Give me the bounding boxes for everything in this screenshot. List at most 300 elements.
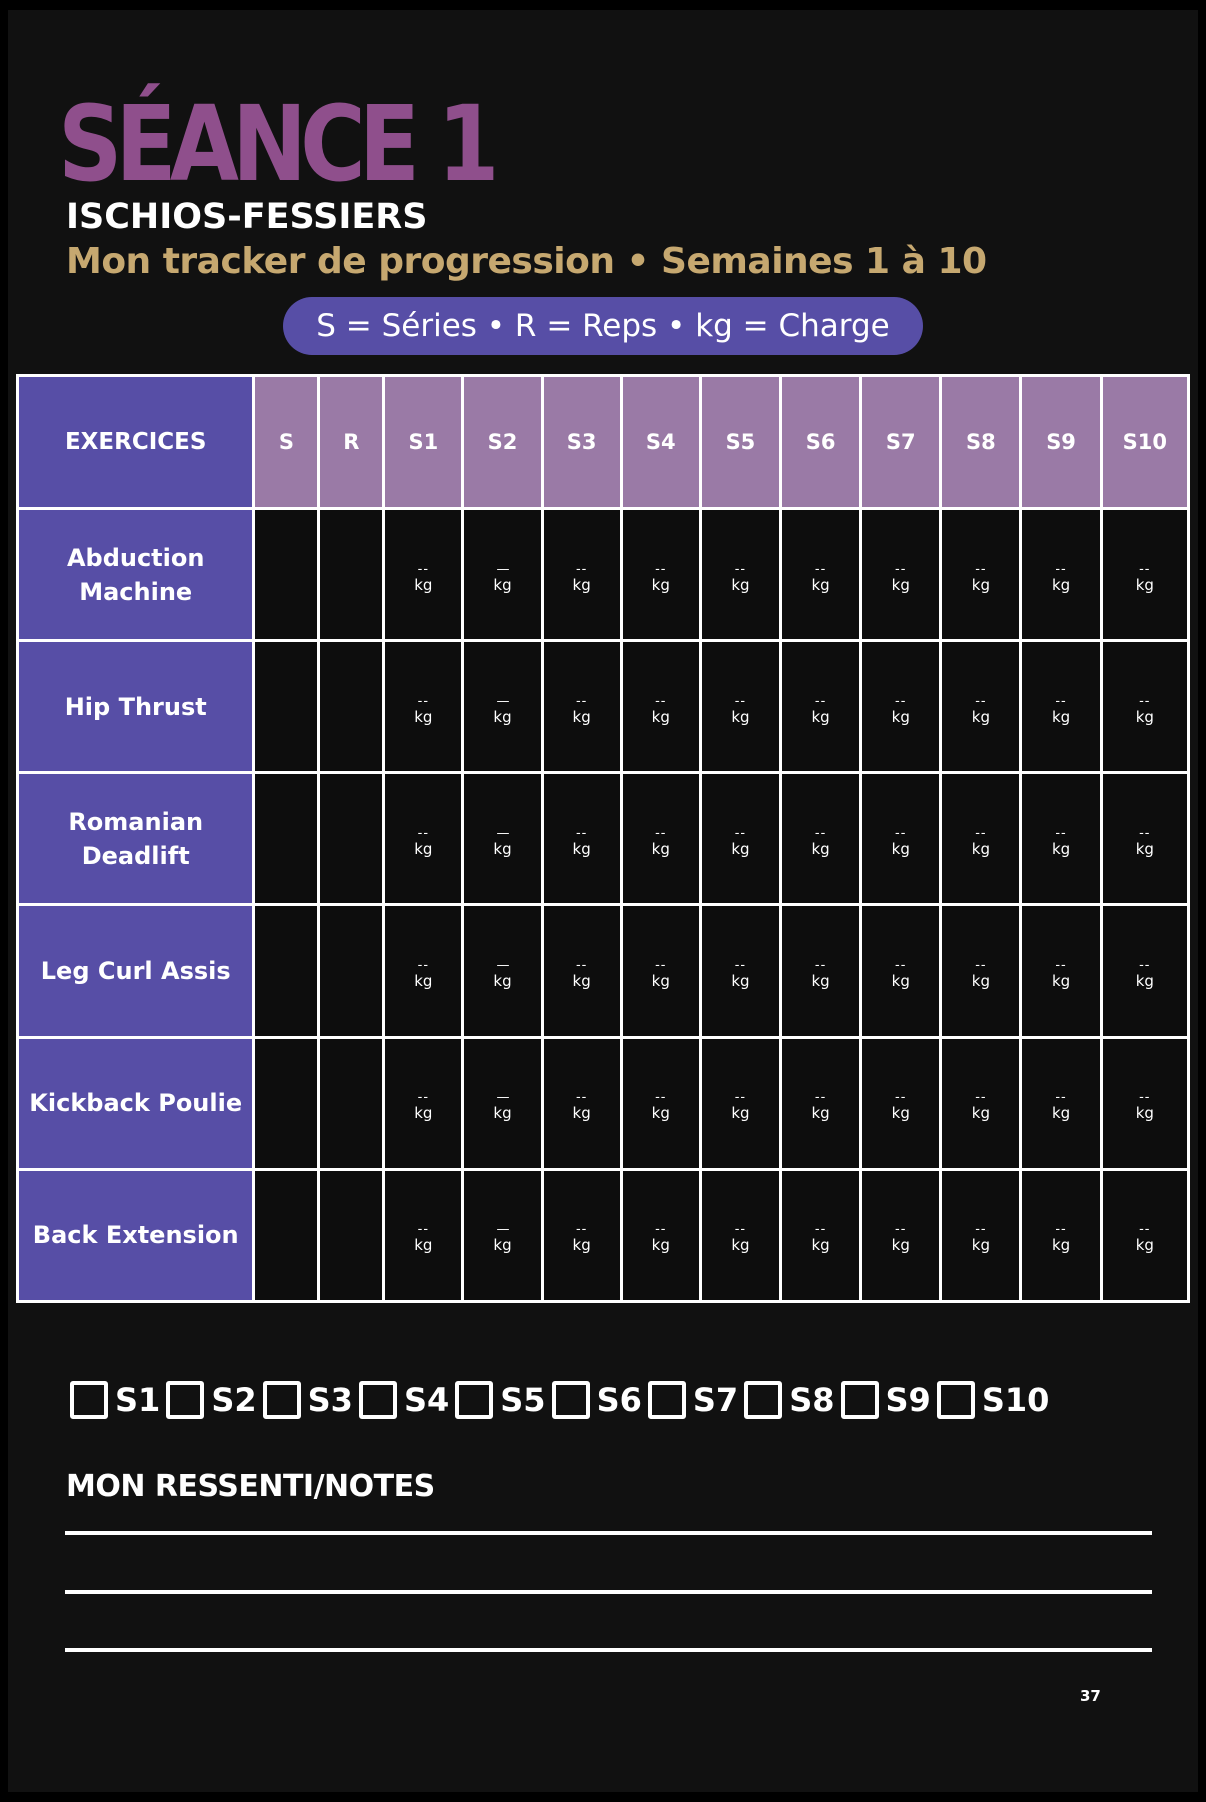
blank-line: -- [1055, 825, 1067, 841]
blank-line: — [496, 693, 509, 709]
load-cell-s6[interactable] [781, 905, 861, 1037]
series-cell[interactable] [254, 905, 319, 1037]
column-header-s6: S6 [781, 376, 861, 509]
kg-unit: kg [1135, 1104, 1154, 1123]
load-cell-s10[interactable] [1101, 509, 1188, 641]
kg-unit: kg [731, 1104, 750, 1123]
kg-unit: kg [811, 972, 830, 991]
kg-unit: kg [891, 1104, 910, 1123]
reps-cell[interactable] [319, 641, 384, 773]
kg-field [1052, 689, 1070, 725]
column-header-s10: S10 [1101, 376, 1188, 509]
kg-field [972, 1085, 990, 1121]
load-cell-s2[interactable] [463, 905, 542, 1037]
reps-cell[interactable] [319, 1037, 384, 1169]
blank-line: -- [1055, 1222, 1067, 1238]
blank-line: -- [975, 561, 987, 577]
column-header-exercises: EXERCICES [18, 376, 254, 509]
load-cell-s1[interactable] [384, 773, 463, 905]
blank-line: -- [975, 825, 987, 841]
load-cell-s6[interactable] [781, 1169, 861, 1301]
kg-field [414, 1085, 432, 1121]
kg-field [811, 689, 829, 725]
week-check-s9[interactable] [841, 1381, 931, 1419]
kg-unit: kg [493, 1236, 512, 1255]
kg-unit: kg [414, 1104, 433, 1123]
load-cell-s5[interactable] [700, 1037, 780, 1169]
blank-line: — [496, 1090, 509, 1106]
kg-field [731, 821, 749, 857]
kg-unit: kg [971, 972, 991, 991]
kg-field [892, 1217, 910, 1253]
blank-line: -- [895, 958, 907, 974]
checkbox[interactable] [648, 1381, 686, 1419]
blank-line: -- [814, 1222, 827, 1238]
kg-unit: kg [1135, 972, 1154, 991]
load-cell-s6[interactable] [781, 773, 861, 905]
kg-unit: kg [493, 1104, 512, 1123]
blank-line: -- [975, 958, 987, 974]
load-cell-s2[interactable] [463, 1037, 542, 1169]
exercise-name: Abduction Machine [18, 509, 254, 641]
table-header-row [18, 376, 1189, 509]
exercise-name: Kickback Poulie [18, 1037, 254, 1169]
checkbox-label: S6 [596, 1381, 642, 1419]
load-cell-s7[interactable] [861, 1169, 941, 1301]
table-row [18, 1169, 1189, 1301]
blank-line: -- [655, 693, 667, 709]
kg-unit: kg [651, 1236, 670, 1255]
week-check-s3[interactable] [263, 1381, 353, 1419]
kg-field [414, 953, 432, 989]
blank-line: -- [575, 561, 588, 577]
kg-field [892, 821, 910, 857]
table-row [18, 641, 1189, 773]
week-check-s8[interactable] [744, 1381, 834, 1419]
kg-unit: kg [811, 575, 830, 594]
blank-line: -- [417, 561, 430, 577]
load-cell-s4[interactable] [621, 773, 700, 905]
load-cell-s1[interactable] [384, 905, 463, 1037]
kg-field [972, 821, 990, 857]
kg-unit: kg [414, 575, 433, 594]
kg-field [731, 1085, 749, 1121]
kg-field [493, 1085, 511, 1121]
load-cell-s9[interactable] [1021, 905, 1101, 1037]
blank-line: -- [655, 825, 667, 841]
blank-line: -- [975, 693, 987, 709]
blank-line: -- [1139, 825, 1151, 841]
load-cell-s2[interactable] [463, 1169, 542, 1301]
blank-line: -- [1139, 561, 1151, 577]
blank-line: -- [655, 1090, 667, 1106]
kg-unit: kg [731, 707, 750, 726]
kg-unit: kg [572, 575, 591, 594]
load-cell-s9[interactable] [1021, 773, 1101, 905]
blank-line: -- [655, 561, 667, 577]
week-check-s2[interactable] [166, 1381, 256, 1419]
checkbox[interactable] [263, 1381, 301, 1419]
kg-unit: kg [811, 707, 830, 726]
blank-line: -- [655, 958, 667, 974]
page-title: SÉANCE 1 [58, 83, 493, 205]
load-cell-s8[interactable] [941, 905, 1021, 1037]
kg-unit: kg [971, 1236, 991, 1255]
kg-unit: kg [1135, 575, 1154, 594]
kg-field [731, 557, 749, 593]
kg-field [731, 953, 749, 989]
series-cell[interactable] [254, 509, 319, 641]
kg-unit: kg [572, 839, 591, 858]
progress-table [16, 374, 1190, 1303]
load-cell-s3[interactable] [542, 641, 621, 773]
kg-unit: kg [651, 575, 670, 594]
kg-unit: kg [971, 839, 991, 858]
kg-field [892, 689, 910, 725]
blank-line: — [496, 825, 509, 841]
column-header-s: S [254, 376, 319, 509]
kg-field [573, 953, 591, 989]
column-header-s7: S7 [861, 376, 941, 509]
load-cell-s3[interactable] [542, 509, 621, 641]
load-cell-s7[interactable] [861, 509, 941, 641]
load-cell-s6[interactable] [781, 641, 861, 773]
kg-unit: kg [572, 972, 591, 991]
kg-unit: kg [651, 839, 670, 858]
blank-line: -- [895, 693, 907, 709]
kg-unit: kg [1051, 839, 1071, 858]
tracker-page [8, 10, 1198, 1792]
column-header-s1: S1 [384, 376, 463, 509]
blank-line: -- [575, 958, 588, 974]
load-cell-s10[interactable] [1101, 1169, 1188, 1301]
series-cell[interactable] [254, 1169, 319, 1301]
checkbox-label: S7 [692, 1381, 739, 1419]
week-check-s10[interactable] [937, 1381, 1050, 1419]
kg-unit: kg [414, 707, 433, 726]
kg-unit: kg [1051, 1236, 1071, 1255]
checkbox[interactable] [455, 1381, 493, 1419]
kg-unit: kg [811, 1236, 830, 1255]
blank-line: -- [1055, 561, 1067, 577]
blank-line: -- [895, 1222, 907, 1238]
blank-line: -- [1139, 1090, 1151, 1106]
kg-unit: kg [731, 575, 750, 594]
page-tagline: Mon tracker de progression • Semaines 1 à 10 [66, 241, 987, 282]
blank-line: -- [575, 693, 588, 709]
load-cell-s2[interactable] [463, 509, 542, 641]
kg-field [414, 689, 432, 725]
load-cell-s5[interactable] [700, 641, 780, 773]
blank-line: -- [814, 561, 827, 577]
load-cell-s3[interactable] [542, 1169, 621, 1301]
page-number: 37 [1080, 1687, 1101, 1705]
exercise-name: Hip Thrust [18, 641, 254, 773]
kg-field [493, 953, 511, 989]
load-cell-s9[interactable] [1021, 509, 1101, 641]
note-line[interactable] [65, 1531, 1152, 1535]
series-cell[interactable] [254, 773, 319, 905]
week-check-s4[interactable] [359, 1381, 449, 1419]
kg-unit: kg [1135, 839, 1154, 858]
load-cell-s7[interactable] [861, 1037, 941, 1169]
blank-line: -- [895, 561, 907, 577]
kg-unit: kg [1051, 575, 1071, 594]
blank-line: -- [734, 1222, 747, 1238]
reps-cell[interactable] [319, 509, 384, 641]
week-check-s1[interactable] [70, 1381, 160, 1419]
blank-line: -- [1055, 693, 1067, 709]
load-cell-s4[interactable] [621, 905, 700, 1037]
kg-field [972, 953, 990, 989]
load-cell-s2[interactable] [463, 773, 542, 905]
checkbox-label: S9 [885, 1381, 931, 1419]
load-cell-s4[interactable] [621, 641, 700, 773]
table-row [18, 773, 1189, 905]
kg-field [652, 1085, 670, 1121]
kg-unit: kg [891, 839, 910, 858]
blank-line: -- [655, 1222, 667, 1238]
week-check-s5[interactable] [455, 1381, 545, 1419]
kg-unit: kg [414, 839, 433, 858]
blank-line: — [496, 561, 509, 577]
kg-unit: kg [651, 1104, 670, 1123]
checkbox[interactable] [552, 1381, 590, 1419]
kg-field [652, 953, 670, 989]
kg-unit: kg [1051, 972, 1071, 991]
kg-field [811, 1217, 829, 1253]
blank-line: -- [734, 1090, 747, 1106]
kg-unit: kg [572, 1236, 591, 1255]
kg-field [892, 953, 910, 989]
kg-unit: kg [731, 972, 750, 991]
blank-line: -- [895, 825, 907, 841]
kg-field [493, 689, 511, 725]
table-body [18, 509, 1189, 1302]
note-line[interactable] [65, 1590, 1152, 1594]
blank-line: — [496, 1222, 509, 1238]
checkbox-label: S8 [789, 1381, 835, 1419]
kg-field [493, 821, 511, 857]
kg-field [573, 557, 591, 593]
column-header-s9: S9 [1021, 376, 1101, 509]
kg-field [573, 1217, 591, 1253]
blank-line: -- [417, 693, 430, 709]
load-cell-s8[interactable] [941, 1169, 1021, 1301]
load-cell-s8[interactable] [941, 1037, 1021, 1169]
reps-cell[interactable] [319, 773, 384, 905]
load-cell-s9[interactable] [1021, 641, 1101, 773]
kg-field [652, 557, 670, 593]
kg-unit: kg [971, 707, 991, 726]
load-cell-s7[interactable] [861, 905, 941, 1037]
kg-field [731, 1217, 749, 1253]
load-cell-s8[interactable] [941, 773, 1021, 905]
load-cell-s7[interactable] [861, 641, 941, 773]
blank-line: -- [417, 825, 430, 841]
blank-line: -- [1139, 958, 1151, 974]
kg-unit: kg [891, 575, 910, 594]
load-cell-s7[interactable] [861, 773, 941, 905]
table-row [18, 905, 1189, 1037]
kg-field [573, 689, 591, 725]
kg-field [414, 557, 432, 593]
load-cell-s8[interactable] [941, 641, 1021, 773]
checkbox-label: S10 [981, 1381, 1050, 1419]
kg-field [652, 1217, 670, 1253]
load-cell-s5[interactable] [700, 509, 780, 641]
column-header-s8: S8 [941, 376, 1021, 509]
column-header-s3: S3 [542, 376, 621, 509]
kg-field [652, 821, 670, 857]
blank-line: -- [814, 1090, 827, 1106]
load-cell-s1[interactable] [384, 1169, 463, 1301]
blank-line: -- [734, 693, 747, 709]
checkbox[interactable] [937, 1381, 975, 1419]
load-cell-s6[interactable] [781, 509, 861, 641]
legend-pill [283, 297, 923, 355]
blank-line: -- [975, 1090, 987, 1106]
checkbox[interactable] [841, 1381, 879, 1419]
kg-unit: kg [414, 1236, 433, 1255]
kg-field [1052, 953, 1070, 989]
blank-line: -- [417, 1090, 430, 1106]
blank-line: -- [575, 1090, 588, 1106]
kg-field [811, 557, 829, 593]
load-cell-s4[interactable] [621, 1169, 700, 1301]
series-cell[interactable] [254, 1037, 319, 1169]
exercise-name: Back Extension [18, 1169, 254, 1301]
checkbox-label: S5 [500, 1381, 546, 1419]
load-cell-s5[interactable] [700, 773, 780, 905]
load-cell-s1[interactable] [384, 1037, 463, 1169]
load-cell-s5[interactable] [700, 1169, 780, 1301]
checkbox[interactable] [359, 1381, 397, 1419]
exercise-name: Leg Curl Assis [18, 905, 254, 1037]
blank-line: -- [417, 1222, 430, 1238]
kg-unit: kg [891, 972, 910, 991]
kg-unit: kg [572, 707, 591, 726]
blank-line: -- [814, 825, 827, 841]
load-cell-s10[interactable] [1101, 1037, 1188, 1169]
checkbox[interactable] [744, 1381, 782, 1419]
kg-field [652, 689, 670, 725]
kg-field [493, 1217, 511, 1253]
kg-unit: kg [971, 1104, 991, 1123]
load-cell-s6[interactable] [781, 1037, 861, 1169]
checkbox-label: S2 [211, 1381, 257, 1419]
kg-field [892, 557, 910, 593]
kg-unit: kg [971, 575, 991, 594]
series-cell[interactable] [254, 641, 319, 773]
page-subtitle: ISCHIOS-FESSIERS [66, 197, 428, 237]
kg-field [892, 1085, 910, 1121]
load-cell-s9[interactable] [1021, 1037, 1101, 1169]
kg-unit: kg [493, 839, 512, 858]
kg-field [731, 689, 749, 725]
kg-field [1136, 1085, 1154, 1121]
kg-unit: kg [493, 972, 512, 991]
kg-unit: kg [493, 575, 512, 594]
blank-line: -- [1055, 958, 1067, 974]
column-header-s2: S2 [463, 376, 542, 509]
load-cell-s1[interactable] [384, 509, 463, 641]
load-cell-s3[interactable] [542, 1037, 621, 1169]
checkbox[interactable] [70, 1381, 108, 1419]
kg-field [573, 821, 591, 857]
kg-field [1136, 1217, 1154, 1253]
week-checklist [70, 1381, 1055, 1419]
kg-field [1136, 821, 1154, 857]
notes-title: MON RESSENTI/NOTES [66, 1469, 435, 1504]
blank-line: -- [975, 1222, 987, 1238]
load-cell-s10[interactable] [1101, 773, 1188, 905]
checkbox-label: S4 [403, 1381, 450, 1419]
blank-line: -- [734, 825, 747, 841]
blank-line: -- [814, 693, 827, 709]
checkbox[interactable] [166, 1381, 204, 1419]
kg-field [414, 1217, 432, 1253]
blank-line: -- [417, 958, 430, 974]
checkbox-label: S1 [115, 1381, 161, 1419]
kg-field [972, 1217, 990, 1253]
kg-field [414, 821, 432, 857]
kg-unit: kg [651, 707, 670, 726]
week-check-s6[interactable] [552, 1381, 642, 1419]
load-cell-s9[interactable] [1021, 1169, 1101, 1301]
kg-field [1052, 557, 1070, 593]
kg-field [972, 689, 990, 725]
load-cell-s10[interactable] [1101, 905, 1188, 1037]
kg-field [493, 557, 511, 593]
blank-line: -- [575, 825, 588, 841]
blank-line: -- [1055, 1090, 1067, 1106]
kg-field [1052, 1217, 1070, 1253]
kg-unit: kg [493, 707, 512, 726]
kg-unit: kg [414, 972, 433, 991]
legend-text: S = Séries • R = Reps • kg = Charge [316, 308, 890, 344]
kg-field [1136, 557, 1154, 593]
load-cell-s3[interactable] [542, 905, 621, 1037]
load-cell-s5[interactable] [700, 905, 780, 1037]
blank-line: -- [1139, 1222, 1151, 1238]
kg-field [1052, 821, 1070, 857]
kg-field [811, 821, 829, 857]
kg-field [573, 1085, 591, 1121]
reps-cell[interactable] [319, 1169, 384, 1301]
load-cell-s10[interactable] [1101, 641, 1188, 773]
column-header-s4: S4 [621, 376, 700, 509]
kg-unit: kg [731, 839, 750, 858]
load-cell-s2[interactable] [463, 641, 542, 773]
load-cell-s3[interactable] [542, 773, 621, 905]
column-header-r: R [319, 376, 384, 509]
kg-field [811, 1085, 829, 1121]
load-cell-s4[interactable] [621, 1037, 700, 1169]
table-row [18, 1037, 1189, 1169]
load-cell-s1[interactable] [384, 641, 463, 773]
kg-unit: kg [1135, 707, 1154, 726]
kg-unit: kg [1135, 1236, 1154, 1255]
week-check-s7[interactable] [648, 1381, 738, 1419]
kg-unit: kg [811, 1104, 830, 1123]
exercise-name: Romanian Deadlift [18, 773, 254, 905]
load-cell-s8[interactable] [941, 509, 1021, 641]
kg-unit: kg [1051, 1104, 1071, 1123]
note-line[interactable] [65, 1648, 1152, 1652]
load-cell-s4[interactable] [621, 509, 700, 641]
reps-cell[interactable] [319, 905, 384, 1037]
